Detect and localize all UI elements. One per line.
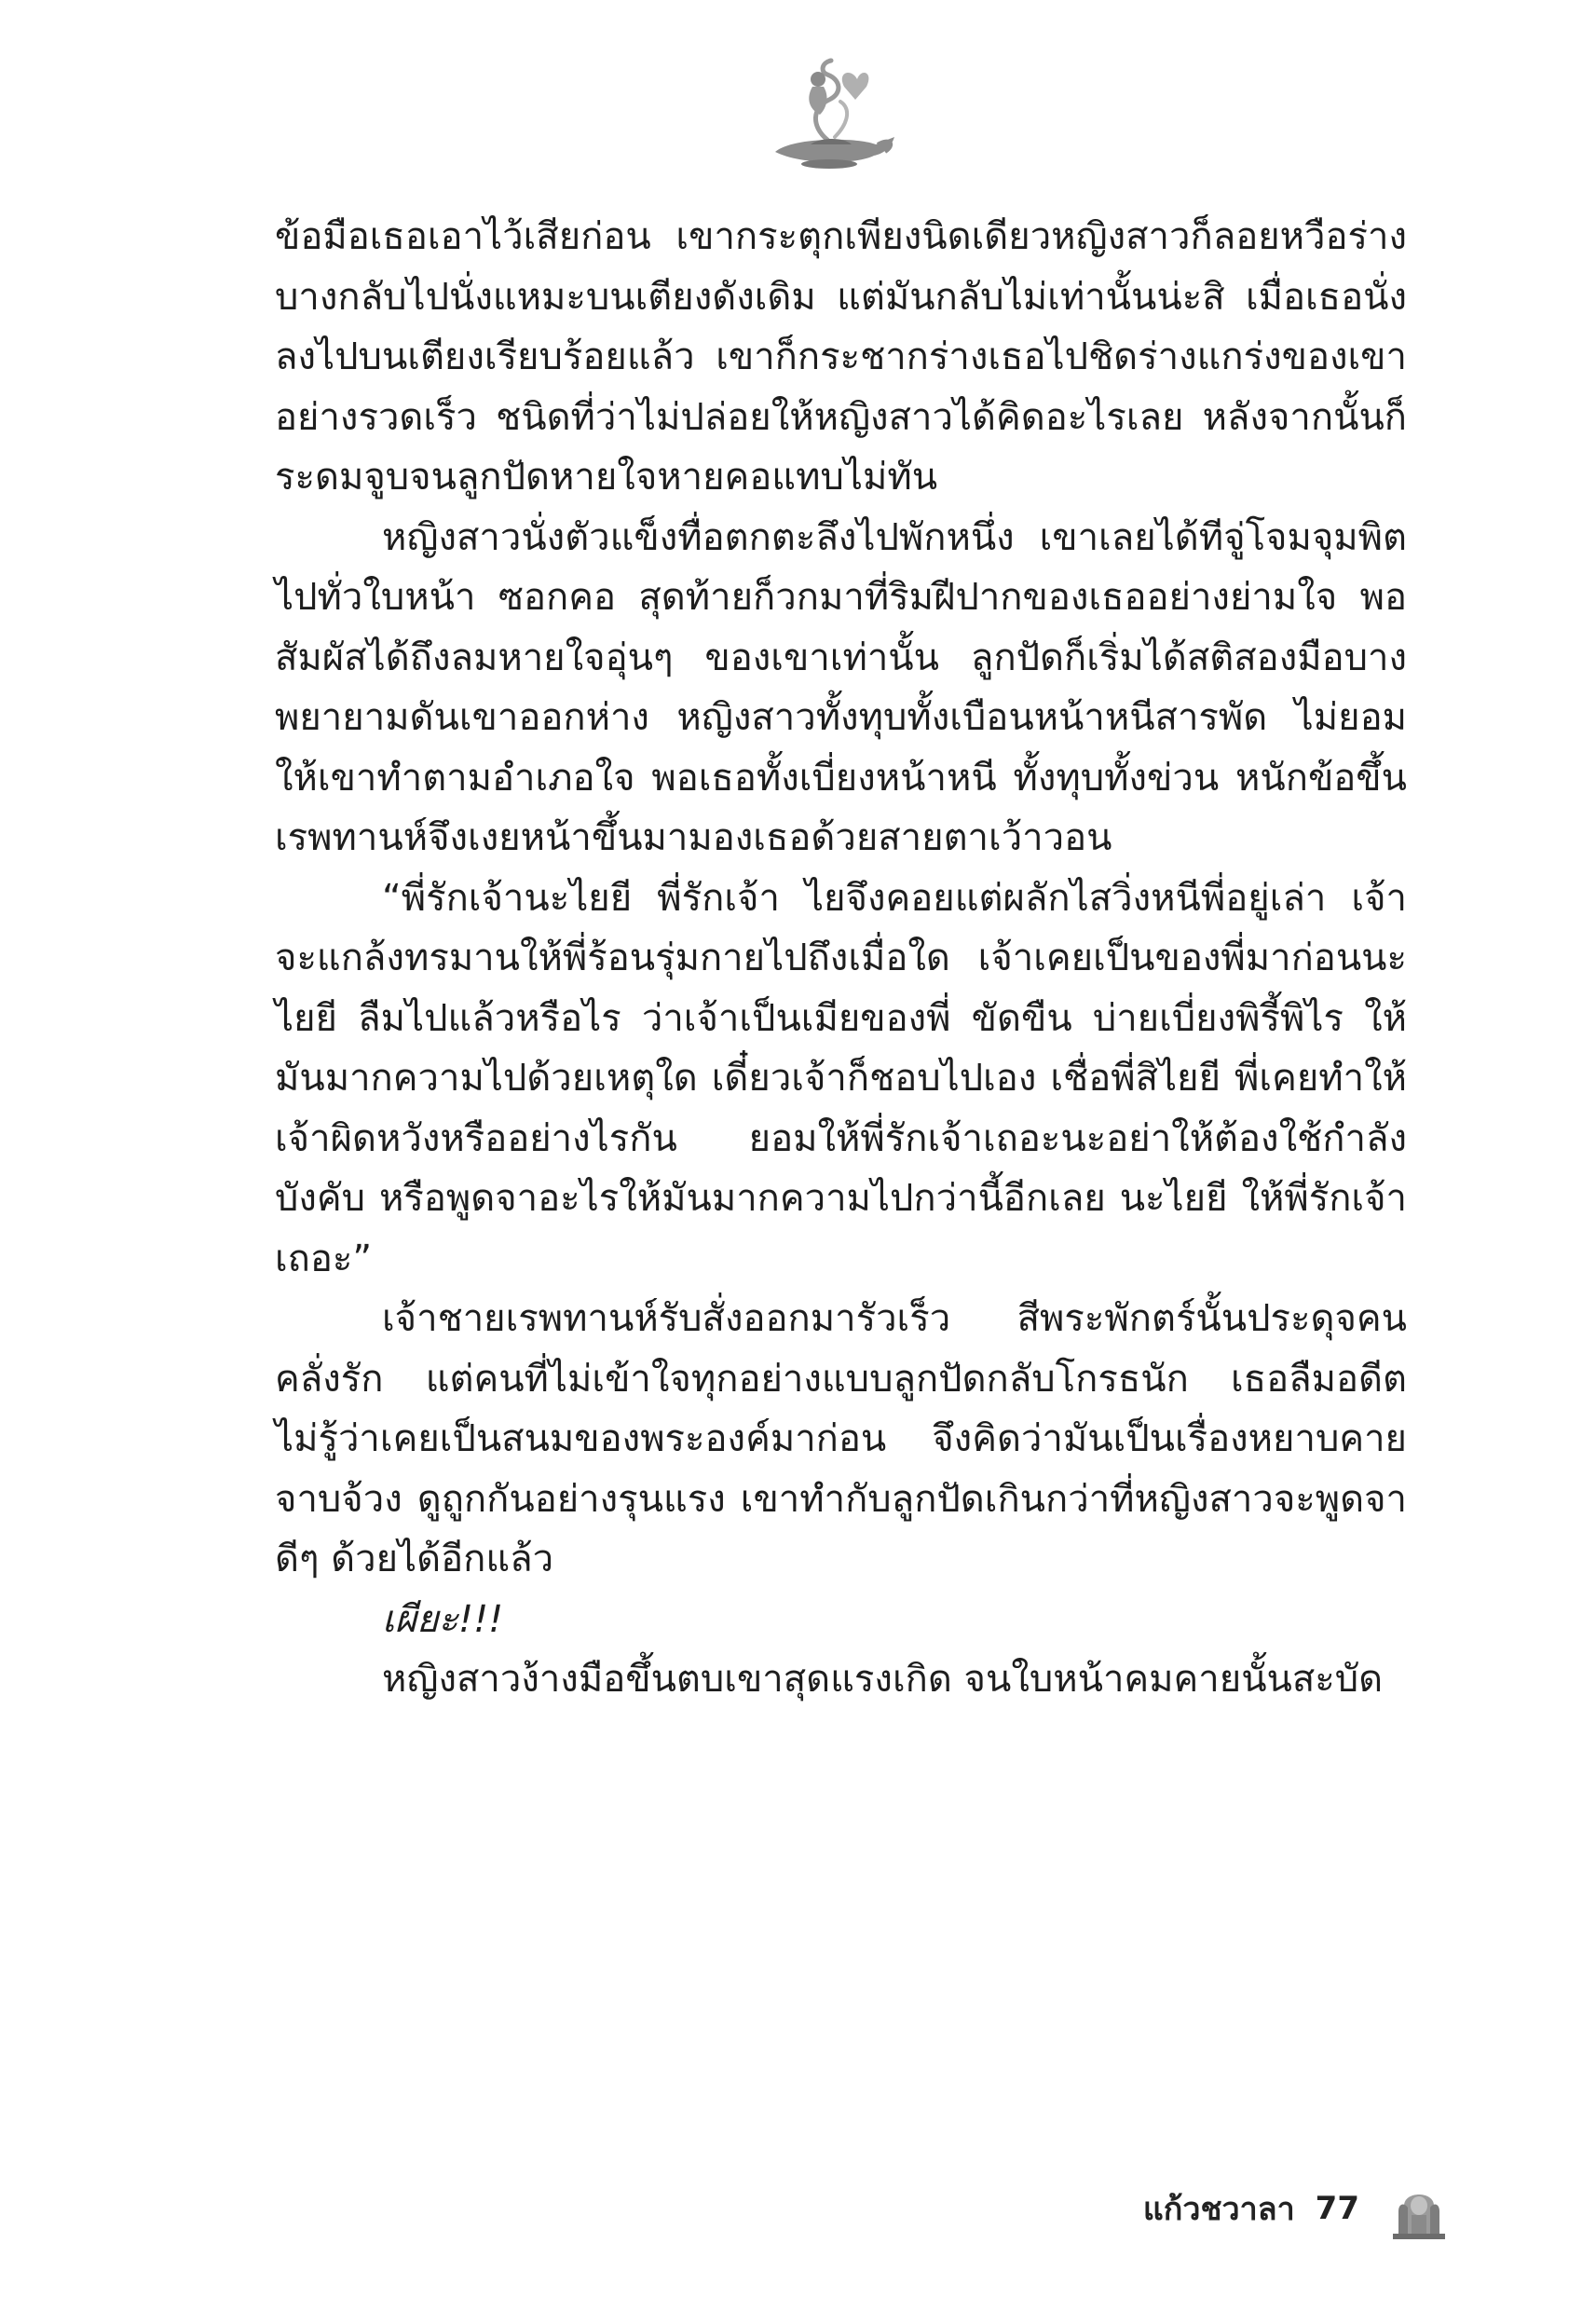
body-text [275, 207, 1407, 1710]
sphinx-icon [1391, 2178, 1447, 2239]
paragraph: เจ้าชายเรพทานห์รับสั่งออกมารัวเร็ว สีพระพักตร์นั้นประดุจคนคลั่งรัก แต่คนที่ไม่เข้าใจทุกอย่างแบบลูกปัดกลับโกรธนัก เธอลืมอดีตไม่รู้ว่าเคยเป็นสนมของพระองค์มาก่อน จึงคิดว่ามันเป็นเรื่องหยาบคาย จาบจ้วง ดูถูกกันอย่างรุนแรง เขาทำกับลูกปัดเกินกว่าที่หญิงสาวจะพูดจาดีๆ ด้วยได้อีกแล้ว [275, 1297, 1407, 1580]
paragraph: หญิงสาวนั่งตัวแข็งทื่อตกตะลึงไปพักหนึ่ง เขาเลยได้ทีจู่โจมจุมพิตไปทั่วใบหน้า ซอกคอ สุดท้ายก็วกมาที่ริมฝีปากของเธออย่างย่ามใจ พอสัมผัสได้ถึงลมหายใจอุ่นๆ ของเขาเท่านั้น ลูกปัดก็เริ่มได้สติสองมือบางพยายามดันเขาออกห่าง หญิงสาวทั้งทุบทั้งเบือนหน้าหนีสารพัด ไม่ยอมให้เขาทำตามอำเภอใจ พอเธอทั้งเบี่ยงหน้าหนี ทั้งทุบทั้งข่วน หนักข้อขึ้น เรพทานห์จึงเงยหน้าขึ้นมามองเธอด้วยสายตาเว้าวอน [275, 515, 1407, 859]
book-title: แก้วชวาลา [1142, 2191, 1295, 2228]
paragraph: หญิงสาวง้างมือขึ้นตบเขาสุดแรงเกิด จนใบหน้าคมคายนั้นสะบัด [382, 1658, 1384, 1701]
page-footer [1143, 2176, 1447, 2241]
genie-lamp-icon [755, 51, 904, 172]
page-number: 77 [1315, 2190, 1359, 2227]
sound-effect-line: เผียะ!!! [382, 1597, 504, 1641]
dialogue-paragraph: “พี่รักเจ้านะไยยี พี่รักเจ้า ไยจึงคอยแต่ผลักไสวิ่งหนีพี่อยู่เล่า เจ้าจะแกล้งทรมานให้พี่ร้อนรุ่มกายไปถึงเมื่อใด เจ้าเคยเป็นของพี่มาก่อนนะไยยี ลืมไปแล้วหรือไร ว่าเจ้าเป็นเมียของพี่ ขัดขืน บ่ายเบี่ยงพิรี้พิไร ให้มันมากความไปด้วยเหตุใด เดี๋ยวเจ้าก็ชอบไปเอง เชื่อพี่สิไยยี พี่เคยทำให้เจ้าผิดหวังหรืออย่างไรกัน ยอมให้พี่รักเจ้าเถอะนะอย่าให้ต้องใช้กำลังบังคับ หรือพูดจาอะไรให้มันมากความไปกว่านี้อีกเลย นะไยยี ให้พี่รักเจ้าเถอะ” [275, 876, 1407, 1280]
paragraph: ข้อมือเธอเอาไว้เสียก่อน เขากระตุกเพียงนิดเดียวหญิงสาวก็ลอยหวือร่างบางกลับไปนั่งแหมะบนเตียงดังเดิม แต่มันกลับไม่เท่านั้นน่ะสิ เมื่อเธอนั่งลงไปบนเตียงเรียบร้อยแล้ว เขาก็กระชากร่างเธอไปชิดร่างแกร่งของเขาอย่างรวดเร็ว ชนิดที่ว่าไม่ปล่อยให้หญิงสาวได้คิดอะไรเลย หลังจากนั้นก็ระดมจูบจนลูกปัดหายใจหายคอแทบไม่ทัน [275, 215, 1407, 499]
